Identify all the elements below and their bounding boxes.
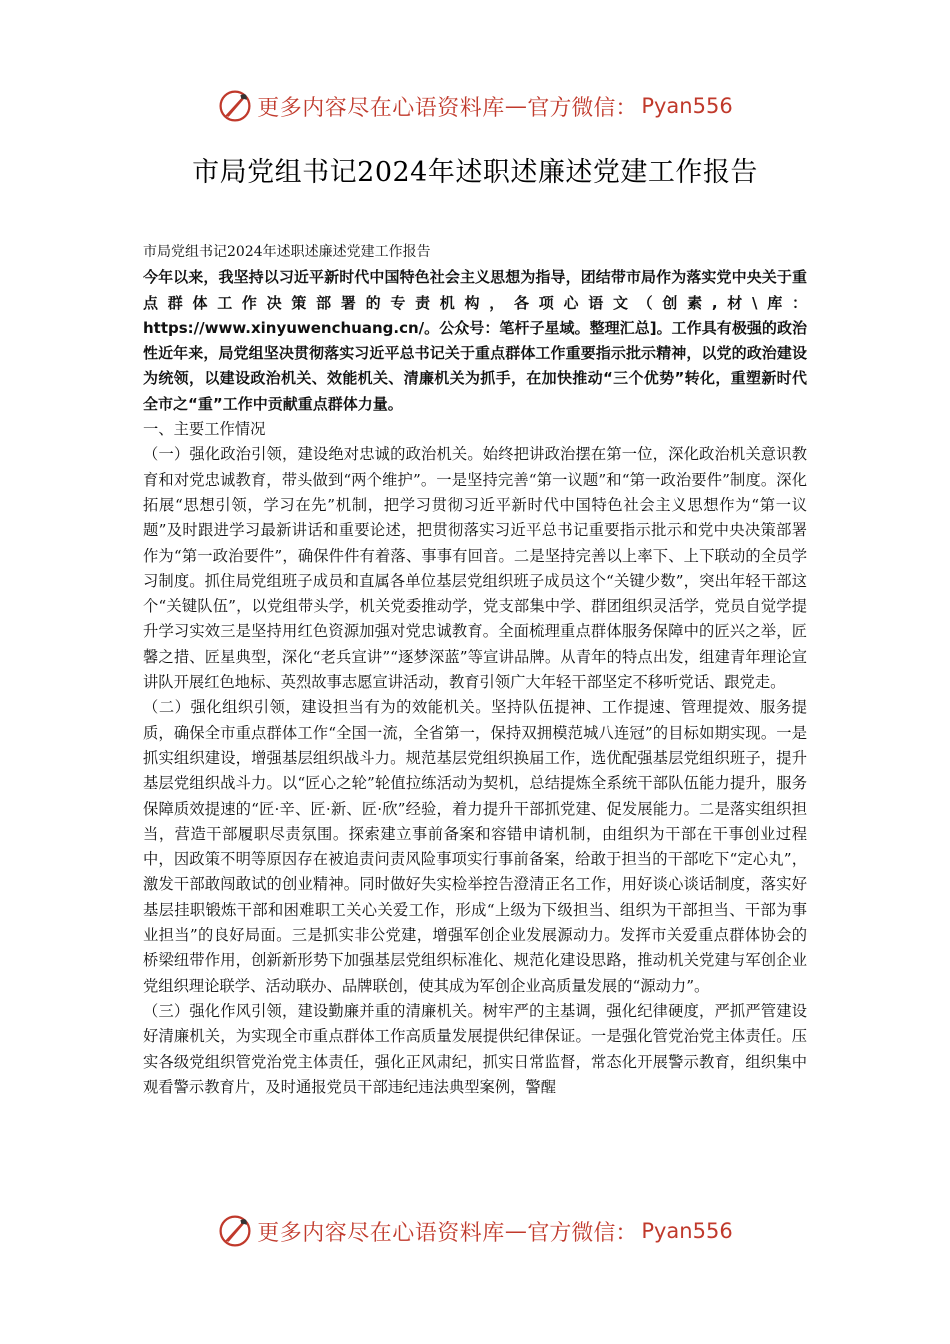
banner-wechat-id: Pyan556 bbox=[641, 94, 733, 118]
paragraph-conduct: （三）强化作风引领，建设勤廉并重的清廉机关。树牢严的主基调，强化纪律硬度，严抓严管建设好清廉机关，为实现全市重点群体工作高质量发展提供纪律保证。一是强化管党治党主体责任。压实各级党组织管党治党主体责任，强化正风肃纪，抓实日常监督，常态化开展警示教育，组织集中观看警示教育片，及时通报党员干部违纪违法典型案例，警醒 bbox=[143, 1001, 807, 1096]
document-body bbox=[143, 240, 807, 1100]
banner-wechat-label: 官方微信： bbox=[527, 95, 638, 121]
banner-text: 更多内容尽在心语资料库 bbox=[257, 1220, 505, 1246]
paragraph-organizational: （二）强化组织引领，建设担当有为的效能机关。坚持队伍提神、工作提速、管理提效、服务提质，确保全市重点群体工作“全国一流，全省第一，保持双拥模范城八连冠”的目标如期实现。一是抓实组织建设，增强基层组织战斗力。规范基层党组织换届工作，选优配强基层党组织班子，提升基层党组织战斗力。以“匠心之轮”轮值拉练活动为契机，总结提炼全系统干部队伍能力提升，服务保障质效提速的“匠·辛、匠·新、匠·欣”经验，着力提升干部抓党建、促发展能力。二是落实组织担当，营造干部履职尽责氛围。探索建立事前备案和容错申请机制，由组织为干部在干事创业过程中，因政策不明等原因存在被追责问责风险事项实行事前备案，给敢于担当的干部吃下“定心丸”，激发干部敢闯敢试的创业精神。同时做好失实检举控告澄清正名工作，用好谈心谈话制度，落实好基层挂职锻炼干部和困难职工关心关爱工作，形成“上级为下级担当、组织为干部担当、干部为事业担当”的良好局面。三是抓实非公党建，增强军创企业发展源动力。发挥市关爱重点群体协会的桥梁纽带作用，创新新形势下加强基层党组织标准化、规范化建设思路，推动机关党建与军创企业党组织理论联学、活动联办、品牌联创，使其成为军创企业高质量发展的“源动力”。 bbox=[143, 698, 807, 995]
banner-separator: — bbox=[504, 93, 528, 119]
footer-banner bbox=[0, 1209, 950, 1253]
banner-text: 更多内容尽在心语资料库 bbox=[257, 95, 505, 121]
quill-logo-icon bbox=[217, 1213, 253, 1249]
intro-paragraph: 今年以来，我坚持以习近平新时代中国特色社会主义思想为指导，团结带市局作为落实党中央关于重点群体工作决策部署的专责机构，各项心语文（创素,材\库：https://www.xinyuwenchuang.cn/。公众号：笔杆子星域。整理汇总]。工作具有极强的政治性近年来，局党组坚决贯彻落实习近平总书记关于重点群体工作重要指示批示精神，以党的政治建设为统领，以建设政治机关、效能机关、清廉机关为抓手，在加快推动“三个优势”转化，重塑新时代全市之“重”工作中贡献重点群体力量。 bbox=[143, 268, 807, 413]
header-banner bbox=[0, 84, 950, 128]
banner-wechat-label: 官方微信： bbox=[527, 1220, 638, 1246]
banner-wechat-id: Pyan556 bbox=[641, 1219, 733, 1243]
banner-separator: — bbox=[504, 1218, 528, 1244]
quill-logo-icon bbox=[217, 88, 253, 124]
paragraph-political: （一）强化政治引领，建设绝对忠诚的政治机关。始终把讲政治摆在第一位，深化政治机关意识教育和对党忠诚教育，带头做到“两个维护”。一是坚持完善“第一议题”和“第一政治要件”制度。深化拓展“思想引领，学习在先”机制，把学习贯彻习近平新时代中国特色社会主义思想作为“第一议题”及时跟进学习最新讲话和重要论述，把贯彻落实习近平总书记重要指示批示和党中央决策部署作为“第一政治要件”，确保件件有着落、事事有回音。二是坚持完善以上率下、上下联动的全员学习制度。抓住局党组班子成员和直属各单位基层党组织班子成员这个“关键少数”，突出年轻干部这个“关键队伍”，以党组带头学，机关党委推动学，党支部集中学、群团组织灵活学，党员自觉学提升学习实效三是坚持用红色资源加强对党忠诚教育。全面梳理重点群体服务保障中的匠兴之举，匠馨之措、匠星典型，深化“老兵宣讲”“逐梦深蓝”等宣讲品牌。从青年的特点出发，组建青年理论宣讲队开展红色地标、英烈故事志愿宣讲活动，教育引领广大年轻干部坚定不移听党话、跟党走。 bbox=[143, 445, 807, 692]
section-heading: 一、主要工作情况 bbox=[143, 420, 266, 439]
document-title: 市局党组书记2024年述职述廉述党建工作报告 bbox=[192, 157, 758, 188]
document-subtitle: 市局党组书记2024年述职述廉述党建工作报告 bbox=[143, 244, 431, 260]
